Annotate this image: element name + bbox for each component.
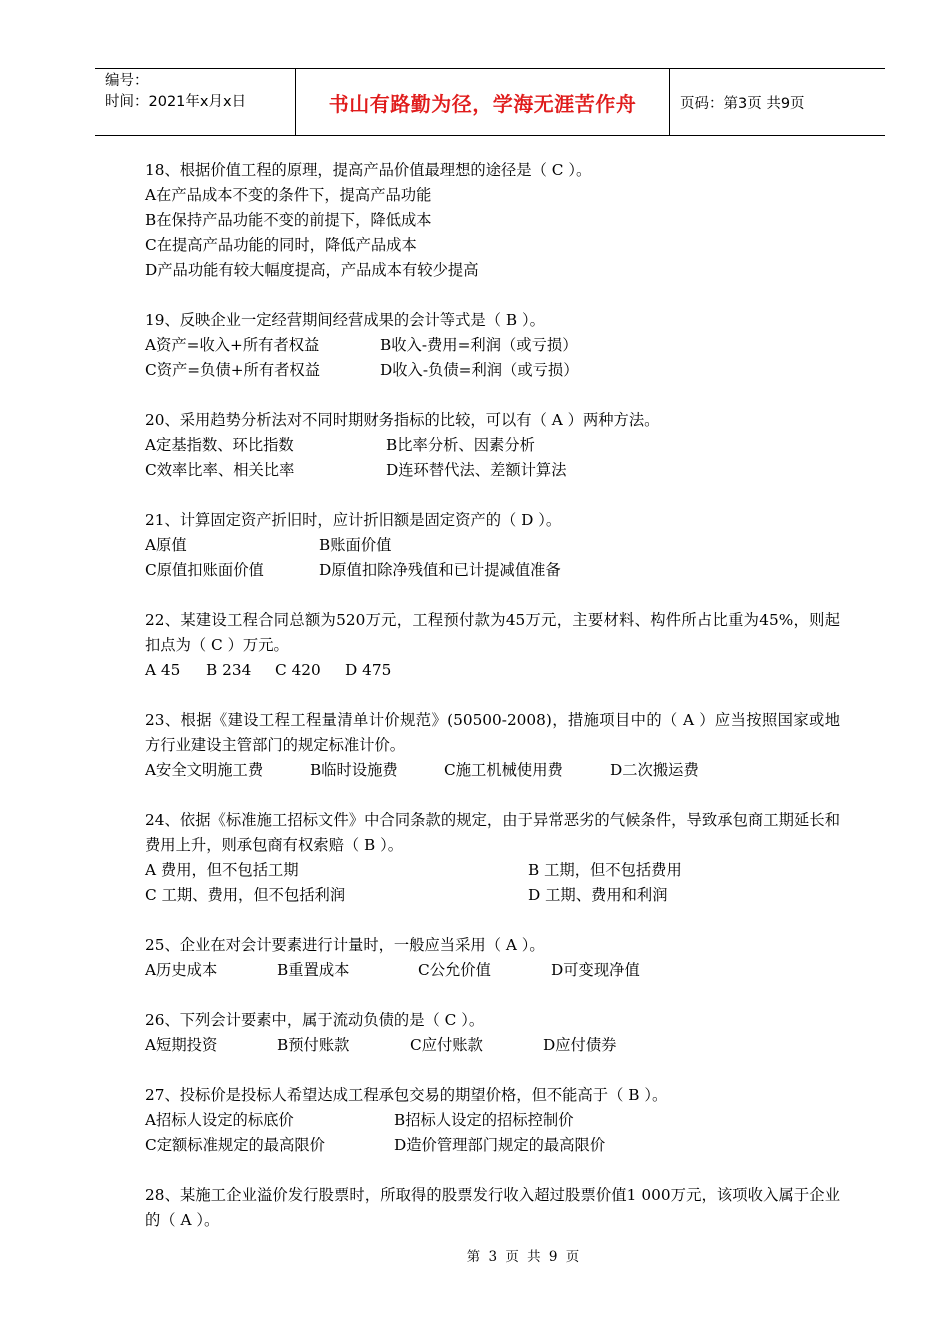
answer-option: D可变现净值 — [551, 961, 640, 979]
option-row — [145, 258, 840, 283]
option-row — [145, 433, 840, 458]
question-block — [145, 708, 840, 783]
question-stem: 23、根据《建设工程工程量清单计价规范》(50500-2008)，措施项目中的（ A ）应当按照国家或地方行业建设主管部门的规定标准计价。 — [145, 711, 840, 754]
answer-option: D原值扣除净残值和已计提减值准备 — [319, 561, 561, 579]
answer-option: D连环替代法、差额计算法 — [386, 461, 567, 479]
option-row — [145, 658, 840, 683]
question-block — [145, 158, 840, 283]
question-block — [145, 1008, 840, 1058]
question-block — [145, 1183, 840, 1233]
question-stem: 20、采用趋势分析法对不同时期财务指标的比较，可以有（ A ）两种方法。 — [145, 411, 660, 429]
page-header — [95, 68, 885, 136]
option-row — [145, 533, 840, 558]
option-row — [145, 758, 840, 783]
option-row — [145, 558, 840, 583]
motto-text: 书山有路勤为径，学海无涯苦作舟 — [328, 91, 637, 116]
question-block — [145, 808, 840, 908]
question-stem: 22、某建设工程合同总额为520万元，工程预付款为45万元，主要材料、构件所占比重为45%，则起扣点为（ C ）万元。 — [145, 611, 840, 654]
option-row — [145, 958, 840, 983]
page-info: 页码：第3页 共9页 — [680, 95, 805, 112]
answer-option: C公允价值 — [418, 961, 491, 979]
option-row — [145, 333, 840, 358]
option-row — [145, 358, 840, 383]
answer-option: B招标人设定的招标控制价 — [394, 1111, 574, 1129]
question-block — [145, 1083, 840, 1158]
answer-option: A短期投资 — [145, 1036, 218, 1054]
answer-option: B账面价值 — [319, 536, 392, 554]
answer-option: A历史成本 — [145, 961, 218, 979]
answer-option: B预付账款 — [277, 1036, 350, 1054]
answer-option: B比率分析、因素分析 — [386, 436, 535, 454]
question-block — [145, 933, 840, 983]
question-stem: 19、反映企业一定经营期间经营成果的会计等式是（ B ）。 — [145, 311, 545, 329]
option-row — [145, 858, 840, 883]
question-stem: 24、依据《标准施工招标文件》中合同条款的规定，由于异常恶劣的气候条件，导致承包商工期延长和费用上升，则承包商有权索赔（ B ）。 — [145, 811, 840, 854]
answer-option: D收入-负债=利润（或亏损） — [380, 361, 579, 379]
answer-option: A定基指数、环比指数 — [145, 436, 294, 454]
answer-option: C效率比率、相关比率 — [145, 461, 295, 479]
page-footer — [0, 1245, 950, 1265]
question-block — [145, 508, 840, 583]
option-row — [145, 1133, 840, 1158]
answer-option: C定额标准规定的最高限价 — [145, 1136, 325, 1154]
option-row — [145, 883, 840, 908]
question-block — [145, 608, 840, 683]
option-row — [145, 1033, 840, 1058]
answer-option: A安全文明施工费 — [145, 761, 264, 779]
header-page-cell — [670, 69, 885, 135]
answer-option: A资产=收入+所有者权益 — [145, 336, 320, 354]
answer-option: A 费用，但不包括工期 — [145, 861, 299, 879]
answer-option: B 工期，但不包括费用 — [528, 861, 682, 879]
question-block — [145, 308, 840, 383]
answer-option: A在产品成本不变的条件下，提高产品功能 — [145, 186, 432, 204]
header-meta — [95, 69, 296, 135]
question-block — [145, 408, 840, 483]
answer-option: C应付账款 — [410, 1036, 483, 1054]
answer-option: B临时设施费 — [310, 761, 398, 779]
answer-option: C原值扣账面价值 — [145, 561, 264, 579]
question-stem: 27、投标价是投标人希望达成工程承包交易的期望价格，但不能高于（ B ）。 — [145, 1086, 668, 1104]
footer-page-number: 第 3 页 共 9 页 — [466, 1249, 582, 1265]
answer-option: A招标人设定的标底价 — [145, 1111, 294, 1129]
answer-option: B收入-费用=利润（或亏损） — [380, 336, 578, 354]
answer-option: D产品功能有较大幅度提高，产品成本有较少提高 — [145, 261, 479, 279]
question-stem: 25、企业在对会计要素进行计量时，一般应当采用（ A ）。 — [145, 936, 545, 954]
header-motto-cell — [296, 69, 670, 135]
answer-option: B重置成本 — [277, 961, 350, 979]
answer-option: C 工期、费用，但不包括利润 — [145, 886, 346, 904]
serial-label: 编号： — [105, 73, 149, 89]
answer-option: C资产=负债+所有者权益 — [145, 361, 321, 379]
answer-option: D应付债券 — [543, 1036, 617, 1054]
question-stem: 28、某施工企业溢价发行股票时，所取得的股票发行收入超过股票价值1 000万元，该项收入属于企业的（ A ）。 — [145, 1186, 840, 1229]
answer-option: D 工期、费用和利润 — [528, 886, 668, 904]
answer-option: D二次搬运费 — [610, 761, 699, 779]
answer-option: C在提高产品功能的同时，降低产品成本 — [145, 236, 417, 254]
answer-option: A原值 — [145, 536, 187, 554]
question-stem: 18、根据价值工程的原理，提高产品价值最理想的途径是（ C ）。 — [145, 161, 592, 179]
question-stem: 21、计算固定资产折旧时，应计折旧额是固定资产的（ D ）。 — [145, 511, 562, 529]
answer-option: C施工机械使用费 — [444, 761, 563, 779]
option-row — [145, 233, 840, 258]
time-label: 时间：2021年x月x日 — [105, 94, 247, 110]
option-row — [145, 208, 840, 233]
option-row — [145, 1108, 840, 1133]
option-row — [145, 183, 840, 208]
answer-option: B 234 — [206, 661, 252, 679]
question-stem: 26、下列会计要素中，属于流动负债的是（ C ）。 — [145, 1011, 485, 1029]
answer-option: D造价管理部门规定的最高限价 — [394, 1136, 606, 1154]
option-row — [145, 458, 840, 483]
answer-option: C 420 — [275, 661, 321, 679]
answer-option: B在保持产品功能不变的前提下，降低成本 — [145, 211, 432, 229]
question-list — [145, 158, 840, 1258]
answer-option: D 475 — [345, 661, 392, 679]
answer-option: A 45 — [145, 661, 181, 679]
